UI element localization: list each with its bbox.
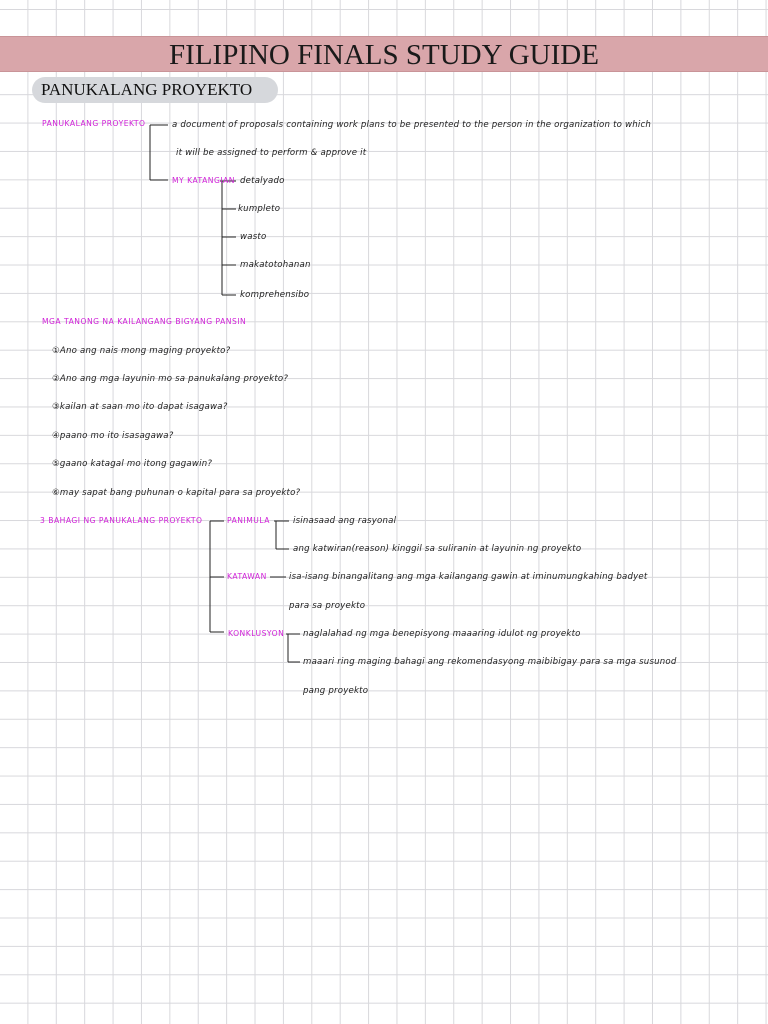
trait-item: detalyado <box>240 176 285 186</box>
trait-item: kumpleto <box>238 204 281 214</box>
question-item: ④paano mo ito isasagawa? <box>52 431 174 441</box>
trait-item: wasto <box>240 232 267 242</box>
definition-term: PANUKALANG PROYEKTO <box>42 119 146 128</box>
trait-item: makatotohanan <box>240 260 311 270</box>
question-item: ③kailan at saan mo ito dapat isagawa? <box>52 402 228 412</box>
panimula-label: PANIMULA <box>227 516 270 525</box>
panimula-line-2: ang katwiran(reason) kinggil sa suliranin at layunin ng proyekto <box>293 544 582 554</box>
question-item: ①Ano ang nais mong maging proyekto? <box>52 346 231 356</box>
definition-line-2: it will be assigned to perform & approve it <box>176 148 367 158</box>
definition-line-1: a document of proposals containing work plans to be presented to the person in the organization to which <box>172 120 652 130</box>
katawan-label: KATAWAN <box>227 572 267 581</box>
questions-heading: MGA TANONG NA KAILANGANG BIGYANG PANSIN <box>42 317 247 326</box>
question-item: ②Ano ang mga layunin mo sa panukalang proyekto? <box>52 374 289 384</box>
katawan-line-1: isa-isang binangalitang ang mga kailangang gawin at iminumungkahing badyet <box>289 572 648 582</box>
question-item: ⑥may sapat bang puhunan o kapital para sa proyekto? <box>52 488 301 498</box>
section-title: PANUKALANG PROYEKTO <box>41 80 253 99</box>
traits-label: MY KATANGIAN <box>172 176 235 185</box>
konklusyon-line-3: pang proyekto <box>303 686 369 696</box>
question-item: ⑤gaano katagal mo itong gagawin? <box>52 459 213 469</box>
trait-item: komprehensibo <box>240 290 310 300</box>
konklusyon-line-2: maaari ring maging bahagi ang rekomendasyong maibibigay para sa mga susunod <box>303 657 677 667</box>
konklusyon-label: KONKLUSYON <box>228 629 285 638</box>
katawan-line-2: para sa proyekto <box>289 601 366 611</box>
panimula-line-1: isinasaad ang rasyonal <box>293 516 397 526</box>
page-title: FILIPINO FINALS STUDY GUIDE <box>169 39 599 71</box>
konklusyon-line-1: naglalahad ng mga benepisyong maaaring idulot ng proyekto <box>303 629 581 639</box>
parts-heading: 3 BAHAGI NG PANUKALANG PROYEKTO <box>40 516 203 525</box>
